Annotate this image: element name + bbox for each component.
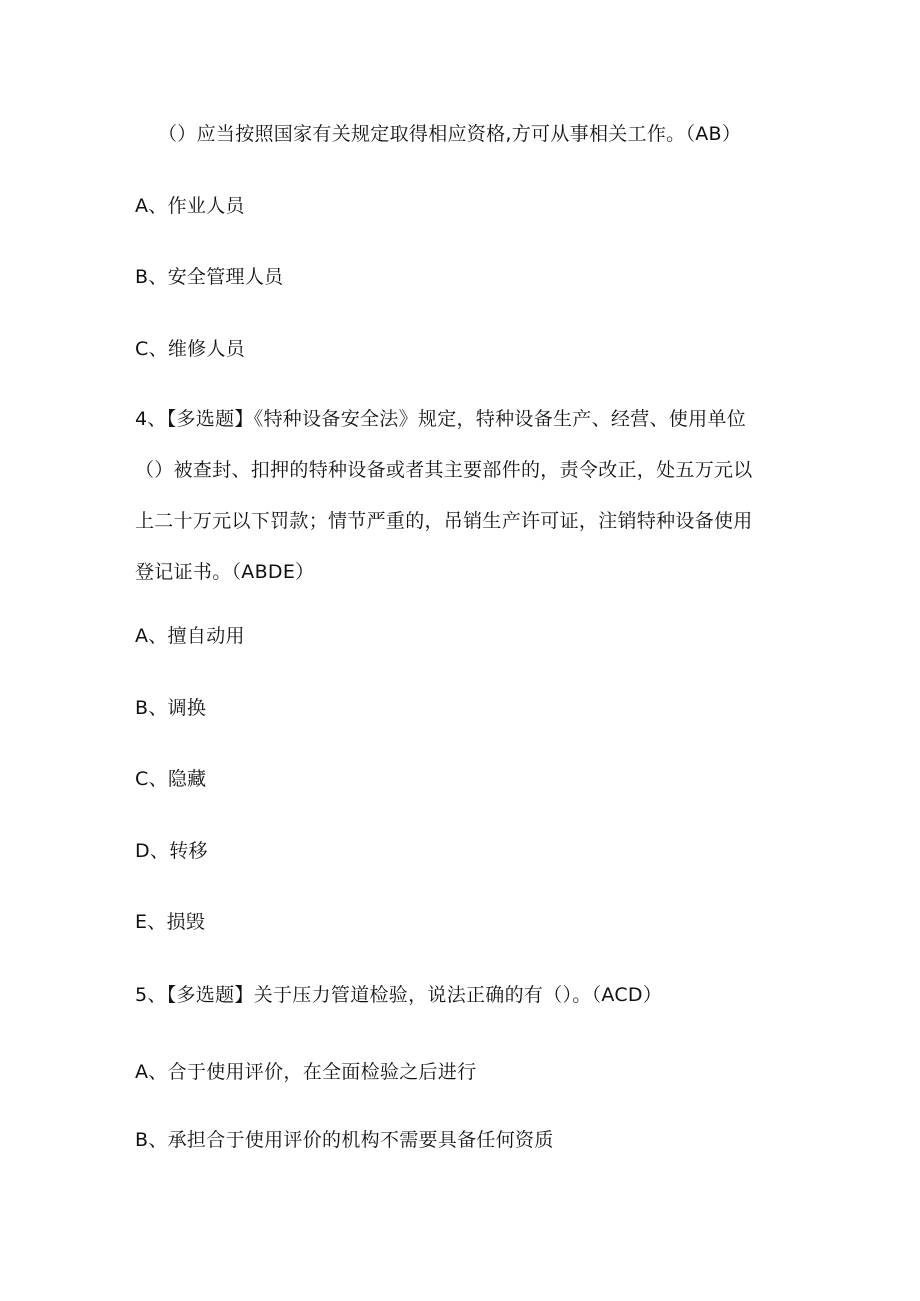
question-4-stem-line-4: 登记证书。（ABDE） <box>135 561 315 583</box>
question-4-stem-line-3: 上二十万元以下罚款；情节严重的，吊销生产许可证，注销特种设备使用 <box>135 510 753 532</box>
question-3-option-b: B、安全管理人员 <box>135 266 284 288</box>
question-4-stem-line-1: 4、【多选题】《特种设备安全法》规定，特种设备生产、经营、使用单位 <box>135 408 746 430</box>
question-3-option-c: C、维修人员 <box>135 338 246 360</box>
question-4-option-e: E、损毁 <box>135 911 206 933</box>
question-4-option-d: D、转移 <box>135 840 208 862</box>
question-4-option-a: A、擅自动用 <box>135 625 245 647</box>
question-4-stem <box>135 394 790 598</box>
question-5-option-a: A、合于使用评价，在全面检验之后进行 <box>135 1061 477 1083</box>
question-4-option-c: C、隐藏 <box>135 768 207 790</box>
question-5-stem: 5、【多选题】关于压力管道检验，说法正确的有（）。（ACD） <box>135 984 663 1006</box>
question-4-stem-line-2: （）被查封、扣押的特种设备或者其主要部件的，责令改正，处五万元以 <box>135 459 753 481</box>
question-4-option-b: B、调换 <box>135 697 207 719</box>
question-3-option-a: A、作业人员 <box>135 195 245 217</box>
question-5-option-b: B、承担合于使用评价的机构不需要具备任何资质 <box>135 1129 554 1151</box>
question-3-stem: （）应当按照国家有关规定取得相应资格,方可从事相关工作。（AB） <box>158 123 742 145</box>
